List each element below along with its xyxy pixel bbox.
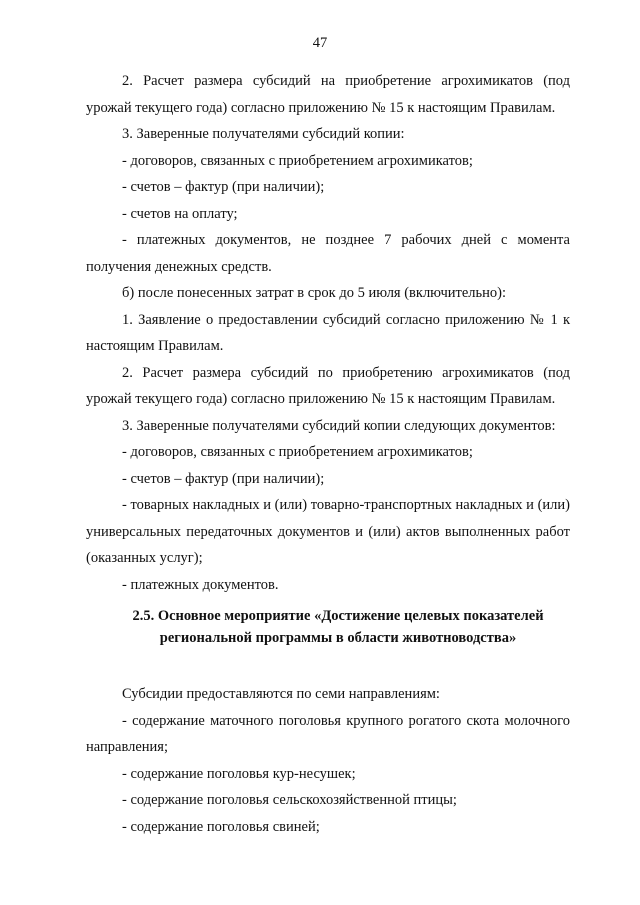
section-heading bbox=[86, 605, 570, 649]
list-item-waybills: - товарных накладных и (или) товарно-транспортных накладных и (или) универсальных передаточных документов и (или) актов выполненных работ (оказанных услуг); bbox=[86, 497, 570, 566]
paragraph-calc-agro-2: 2. Расчет размера субсидий по приобретению агрохимикатов (под урожай текущего года) согласно приложению № 15 к настоящим Правилам. bbox=[86, 364, 570, 407]
list-item-payment-bills: - счетов на оплату; bbox=[122, 205, 238, 222]
paragraph-after-costs: б) после понесенных затрат в срок до 5 июля (включительно): bbox=[122, 285, 507, 301]
list-item-contracts-2: - договоров, связанных с приобретением агрохимикатов; bbox=[122, 444, 473, 460]
list-item-payment-docs-1: - платежных документов, не позднее 7 рабочих дней с момента получения денежных средств. bbox=[86, 232, 570, 275]
document-body bbox=[86, 68, 570, 840]
section-heading-line-2: региональной программы в области животноводства» bbox=[159, 630, 517, 646]
list-item-invoices-1: - счетов – фактур (при наличии); bbox=[122, 179, 325, 195]
section-heading-line-1: 2.5. Основное мероприятие «Достижение целевых показателей bbox=[132, 608, 544, 624]
list-item-cattle: - содержание маточного поголовья крупного рогатого скота молочного направления; bbox=[86, 712, 570, 755]
page-number: 47 bbox=[312, 35, 328, 51]
spacer bbox=[86, 649, 570, 681]
paragraph-application: 1. Заявление о предоставлении субсидий согласно приложению № 1 к настоящим Правилам. bbox=[86, 311, 570, 354]
list-item-invoices-2: - счетов – фактур (при наличии); bbox=[122, 470, 325, 487]
paragraph-copies-1: 3. Заверенные получателями субсидий копии: bbox=[122, 126, 405, 142]
list-item-contracts-1: - договоров, связанных с приобретением агрохимикатов; bbox=[122, 152, 473, 169]
list-item-poultry: - содержание поголовья сельскохозяйственной птицы; bbox=[122, 792, 457, 808]
paragraph-calc-agro-1: 2. Расчет размера субсидий на приобретение агрохимикатов (под урожай текущего года) согласно приложению № 15 к настоящим Правилам. bbox=[86, 73, 570, 116]
list-item-pigs: - содержание поголовья свиней; bbox=[122, 818, 320, 835]
list-item-payment-docs-2: - платежных документов. bbox=[122, 576, 279, 593]
paragraph-copies-2: 3. Заверенные получателями субсидий копии следующих документов: bbox=[122, 417, 556, 434]
list-item-hens: - содержание поголовья кур-несушек; bbox=[122, 765, 356, 782]
paragraph-directions: Субсидии предоставляются по семи направлениям: bbox=[122, 686, 440, 702]
